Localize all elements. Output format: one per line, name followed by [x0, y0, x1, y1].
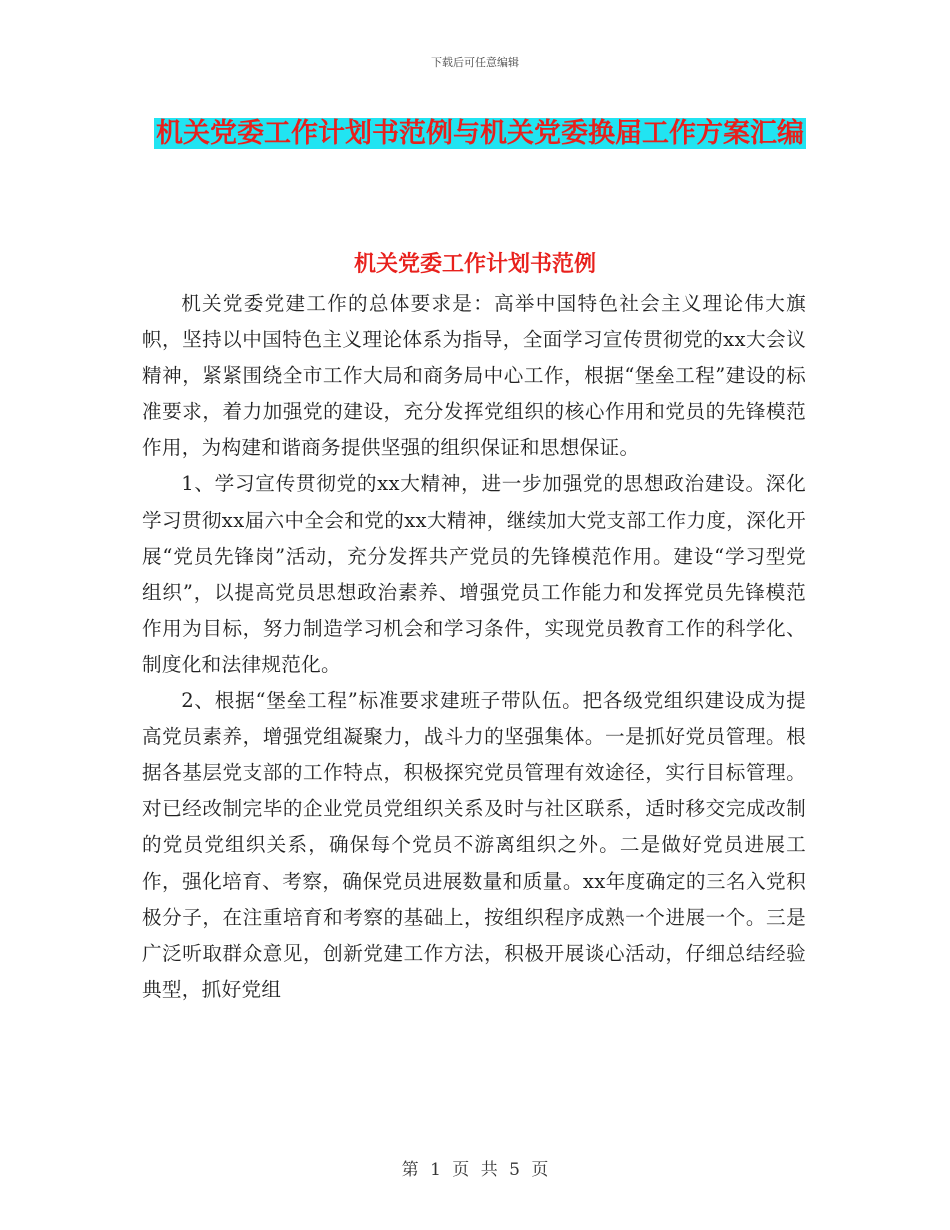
- page-header-note: 下载后可任意编辑: [431, 56, 519, 69]
- document-title-text: 机关党委工作计划书范例与机关党委换届工作方案汇编: [156, 118, 804, 149]
- page-number-footer: 第 1 页 共 5 页: [401, 1160, 549, 1180]
- paragraph-item-1: 1、学习宣传贯彻党的xx大精神，进一步加强党的思想政治建设。深化学习贯彻xx届六中全会和党的xx大精神，继续加大党支部工作力度，深化开展“党员先锋岗”活动，充分发挥共产党员的先锋模范作用。建设“学习型党组织”，以提高党员思想政治素养、增强党员工作能力和发挥党员先锋模范作用为目标，努力制造学习机会和学习条件，实现党员教育工作的科学化、制度化和法律规范化。: [142, 472, 806, 676]
- paragraph-item-2: 2、根据“堡垒工程”标准要求建班子带队伍。把各级党组织建设成为提高党员素养，增强党组凝聚力，战斗力的坚强集体。一是抓好党员管理。根据各基层党支部的工作特点，积极探究党员管理有效途径，实行目标管理。对已经改制完毕的企业党员党组织关系及时与社区联系，适时移交完成改制的党员党组织关系，确保每个党员不游离组织之外。二是做好党员进展工作，强化培育、考察，确保党员进展数量和质量。xx年度确定的三名入党积极分子，在注重培育和考察的基础上，按组织程序成熟一个进展一个。三是广泛听取群众意见，创新党建工作方法，积极开展谈心活动，仔细总结经验典型，抓好党组: [142, 689, 806, 1001]
- document-body: [142, 286, 806, 1008]
- section-title: 机关党委工作计划书范例: [353, 251, 596, 277]
- paragraph-intro: 机关党委党建工作的总体要求是：高举中国特色社会主义理论伟大旗帜，坚持以中国特色主义理论体系为指导，全面学习宣传贯彻党的xx大会议精神，紧紧围绕全市工作大局和商务局中心工作，根据“堡垒工程”建设的标准要求，着力加强党的建设，充分发挥党组织的核心作用和党员的先锋模范作用，为构建和谐商务提供坚强的组织保证和思想保证。: [142, 292, 806, 460]
- document-title: [140, 112, 820, 156]
